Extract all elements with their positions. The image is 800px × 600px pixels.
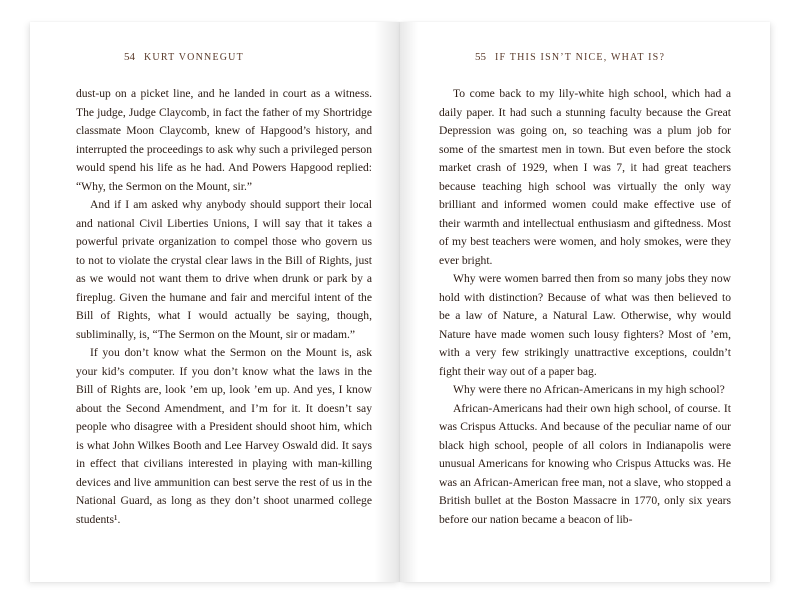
body-text xyxy=(439,85,731,529)
gutter-shadow xyxy=(374,22,400,582)
paragraph: If you don’t know what the Sermon on the Mount is, ask your kid’s computer. If you don’t know what the laws in the Bill of Rights are, look ’em up, look ’em up. And yes, I know about the Second Amendment, and I’m for it. It doesn’t say people who disagree with a President should shoot him, which is what John Wilkes Booth and Lee Harvey Oswald did. It says in effect that civilians interested in playing with man-killing devices and live ammunition can best serve the rest of us in the National Guard, as long as they don’t shoot unarmed college students¹. xyxy=(76,346,372,526)
page-number: 55 xyxy=(475,51,486,63)
paragraph: And if I am asked why anybody should support their local and national Civil Liberties Unions, I will say that it takes a powerful private organization to compel those who govern us to not to violate the crystal clear laws in the Bill of Rights, just as we would not want them to drive when drunk or park by a fireplug. Given the humane and fair and merciful intent of the Bill of Rights, what I would actually be saying, though, subliminally, is, “The Sermon on the Mount, sir or madam.” xyxy=(76,198,372,341)
paragraph: Why were women barred then from so many jobs they now hold with distinction? Because of what was then believed to be a law of Nature, a Natural Law. Otherwise, why would Nature have made women such lousy fighters? Most of ’em, with a very few strikingly unattractive exceptions, couldn’t fight their way out of a paper bag. xyxy=(439,272,731,378)
page-number: 54 xyxy=(124,51,135,63)
paragraph: Why were there no African-Americans in my high school? xyxy=(453,383,725,396)
right-page xyxy=(400,22,770,582)
gutter-shadow xyxy=(400,22,418,582)
running-head-title: KURT VONNEGUT xyxy=(144,52,244,63)
paragraph: To come back to my lily-white high school, which had a daily paper. It had such a stunning faculty because the Great Depression was going on, so teaching was a plum job for some of the smartest men in town. But even before the stock market crash of 1929, when I was 7, it had great teachers because teaching high school was virtually the only way brilliant and informed women could make effective use of their warmth and intellectual enthusiasm and giftedness. Most of my best teachers were women, and holy smokes, were they ever bright. xyxy=(439,87,731,267)
paragraph: dust-up on a picket line, and he landed in court as a witness. The judge, Judge Claycomb, in fact the father of my Shortridge classmate Moon Claycomb, knew of Hapgood’s history, and interrupted the proceedings to ask why such a privileged person would spend his life as he had. And Powers Hapgood replied: “Why, the Sermon on the Mount, sir.” xyxy=(76,87,372,193)
body-text xyxy=(76,85,372,529)
left-page xyxy=(30,22,400,582)
paragraph: African-Americans had their own high school, of course. It was Crispus Attucks. And because of the peculiar name of our black high school, people of all colors in Indianapolis were unusual Americans for knowing who Crispus Attucks was. He was an African-American free man, not a slave, who stopped a British bullet at the Boston Massacre in 1770, only six years before our nation became a beacon of lib- xyxy=(439,401,731,526)
running-head xyxy=(475,51,665,63)
running-head xyxy=(124,51,244,63)
running-head-title: IF THIS ISN’T NICE, WHAT IS? xyxy=(495,52,666,63)
